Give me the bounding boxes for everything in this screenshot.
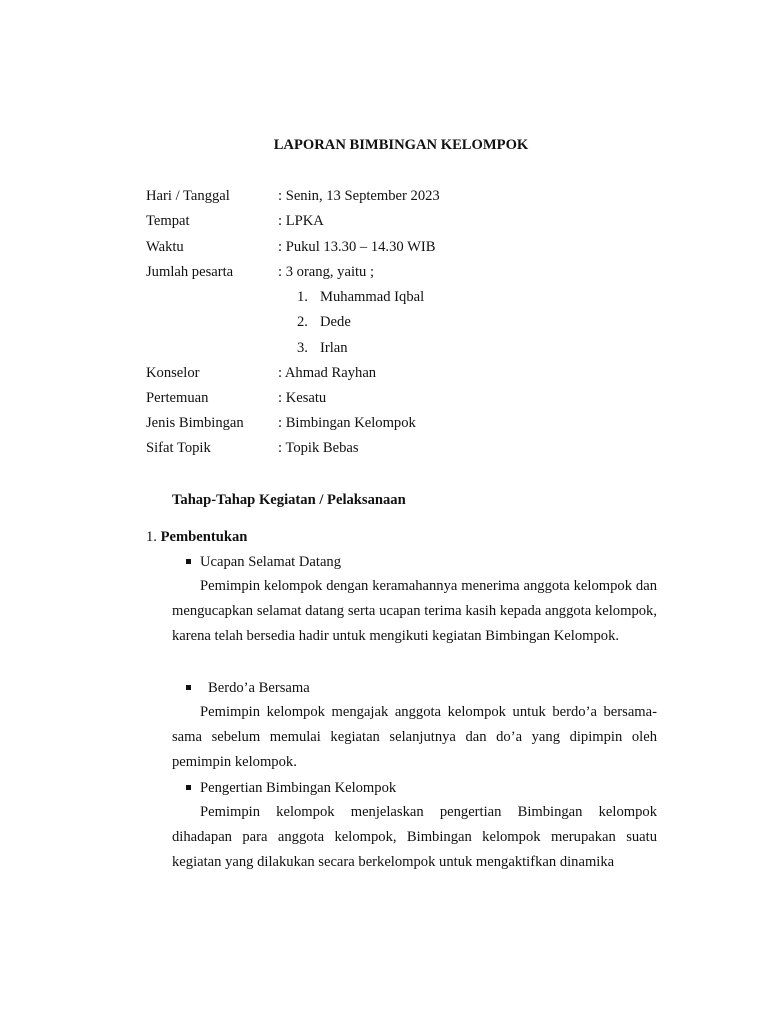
info-value: : Ahmad Rayhan bbox=[278, 365, 377, 381]
participant-number: 3. bbox=[297, 340, 308, 356]
participant-number: 1. bbox=[297, 289, 308, 305]
bullet-label: Ucapan Selamat Datang bbox=[200, 554, 342, 570]
stage-title: Pembentukan bbox=[160, 529, 248, 545]
participant-name: Irlan bbox=[320, 340, 348, 356]
stage-number: 1. bbox=[146, 529, 161, 545]
bullet-label: Berdo’a Bersama bbox=[208, 680, 310, 696]
paragraph bbox=[172, 700, 657, 776]
info-value: : Bimbingan Kelompok bbox=[278, 415, 416, 431]
info-label: Jumlah pesarta bbox=[146, 264, 234, 280]
bullet-label: Pengertian Bimbingan Kelompok bbox=[200, 780, 397, 796]
info-label: Sifat Topik bbox=[146, 440, 211, 456]
info-label: Konselor bbox=[146, 365, 200, 381]
participant-number: 2. bbox=[297, 314, 308, 330]
paragraph bbox=[172, 800, 657, 876]
participant-name: Muhammad Iqbal bbox=[320, 289, 425, 305]
info-label: Hari / Tanggal bbox=[146, 188, 230, 204]
section-heading: Tahap-Tahap Kegiatan / Pelaksanaan bbox=[172, 492, 406, 508]
info-label: Waktu bbox=[146, 239, 184, 255]
info-label: Jenis Bimbingan bbox=[146, 415, 244, 431]
info-value: : Senin, 13 September 2023 bbox=[278, 188, 440, 204]
stage-heading bbox=[146, 527, 247, 547]
paragraph-text: Pemimpin kelompok menjelaskan pengertian Bimbingan kelompok dihadapan para anggota kelompok, Bimbingan kelompok merupakan suatu kegiatan yang dilakukan secara berkelompok untuk mengaktifkan dinamika bbox=[172, 804, 657, 871]
participant-name: Dede bbox=[320, 314, 351, 330]
info-value: : 3 orang, yaitu ; bbox=[278, 264, 375, 280]
info-value: : Pukul 13.30 – 14.30 WIB bbox=[278, 239, 436, 255]
square-bullet-icon bbox=[186, 685, 191, 690]
info-value: : LPKA bbox=[278, 213, 324, 229]
info-label: Tempat bbox=[146, 213, 190, 229]
square-bullet-icon bbox=[186, 785, 191, 790]
paragraph bbox=[172, 574, 657, 650]
info-label: Pertemuan bbox=[146, 390, 209, 406]
info-value: : Topik Bebas bbox=[278, 440, 359, 456]
info-value: : Kesatu bbox=[278, 390, 327, 406]
paragraph-text: Pemimpin kelompok mengajak anggota kelompok untuk berdo’a bersama-sama sebelum memulai kegiatan selanjutnya dan do’a yang dipimpin oleh pemimpin kelompok. bbox=[172, 704, 657, 771]
document-title: LAPORAN BIMBINGAN KELOMPOK bbox=[273, 137, 529, 153]
paragraph-text: Pemimpin kelompok dengan keramahannya menerima anggota kelompok dan mengucapkan selamat datang serta ucapan terima kasih kepada anggota kelompok, karena telah bersedia hadir untuk mengikuti kegiatan Bimbingan Kelompok. bbox=[172, 578, 657, 645]
square-bullet-icon bbox=[186, 559, 191, 564]
